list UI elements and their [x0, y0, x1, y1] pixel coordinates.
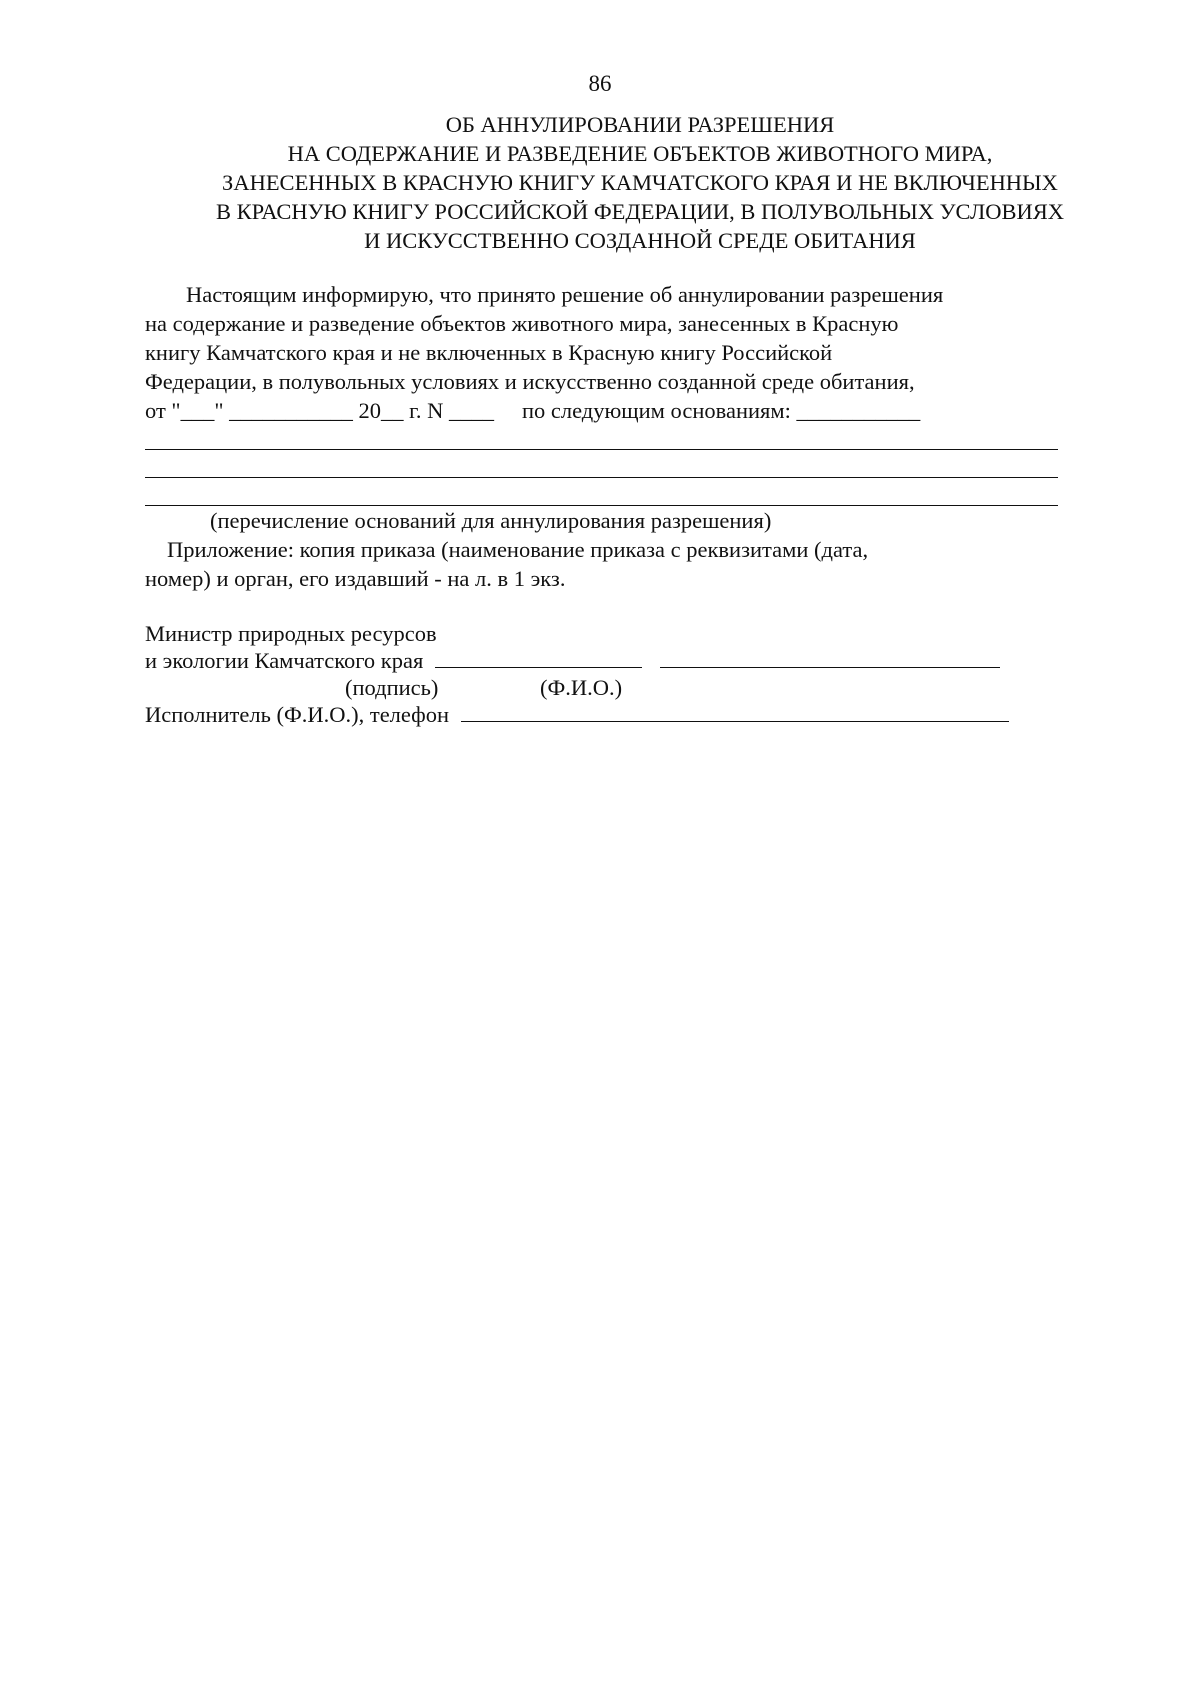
name-label: (Ф.И.О.)	[540, 675, 623, 700]
page-number: 86	[588, 71, 612, 96]
appendix-line: Приложение: копия приказа (наименование приказа с реквизитами (дата,	[167, 537, 869, 562]
title-line: ОБ АННУЛИРОВАНИИ РАЗРЕШЕНИЯ	[445, 112, 835, 137]
executor-blank	[461, 701, 1009, 722]
title-line: В КРАСНУЮ КНИГУ РОССИЙСКОЙ ФЕДЕРАЦИИ, В ПОЛУВОЛЬНЫХ УСЛОВИЯХ	[216, 199, 1064, 224]
date-number-field: от "___" ___________ 20__ г. N ____	[145, 398, 494, 423]
notification-paragraph	[145, 280, 943, 425]
title-line: НА СОДЕРЖАНИЕ И РАЗВЕДЕНИЕ ОБЪЕКТОВ ЖИВОТНОГО МИРА,	[287, 141, 993, 166]
paragraph-line: Настоящим информирую, что принято решение об аннулировании разрешения	[186, 282, 944, 307]
signatory-position-line	[145, 647, 1009, 674]
title-line: И ИСКУССТВЕННО СОЗДАННОЙ СРЕДЕ ОБИТАНИЯ	[364, 228, 916, 253]
grounds-label: по следующим основаниям: ___________	[521, 398, 921, 423]
date-number-line	[145, 396, 943, 425]
executor-label: Исполнитель (Ф.И.О.), телефон	[145, 702, 450, 727]
paragraph-line: Федерации, в полувольных условиях и искусственно созданной среде обитания,	[145, 369, 915, 394]
document-title	[150, 110, 1130, 255]
executor-line	[145, 701, 1009, 728]
grounds-blank-line	[145, 477, 1058, 478]
grounds-caption: (перечисление оснований для аннулирования разрешения)	[210, 508, 772, 533]
name-blank	[660, 647, 1000, 668]
appendix-paragraph	[145, 535, 868, 593]
signature-sublabels	[145, 674, 1009, 701]
signature-block	[145, 620, 1009, 728]
paragraph-line: на содержание и разведение объектов животного мира, занесенных в Красную	[145, 311, 899, 336]
signature-label: (подпись)	[345, 675, 439, 700]
paragraph-line: книгу Камчатского края и не включенных в Красную книгу Российской	[145, 340, 833, 365]
signatory-position-line: Министр природных ресурсов	[145, 621, 437, 646]
grounds-blank-line	[145, 449, 1058, 450]
signature-blank	[435, 647, 642, 668]
title-line: ЗАНЕСЕННЫХ В КРАСНУЮ КНИГУ КАМЧАТСКОГО КРАЯ И НЕ ВКЛЮЧЕННЫХ	[222, 170, 1058, 195]
signatory-position-text: и экологии Камчатского края	[145, 648, 424, 673]
appendix-line: номер) и орган, его издавший - на л. в 1 экз.	[145, 566, 566, 591]
